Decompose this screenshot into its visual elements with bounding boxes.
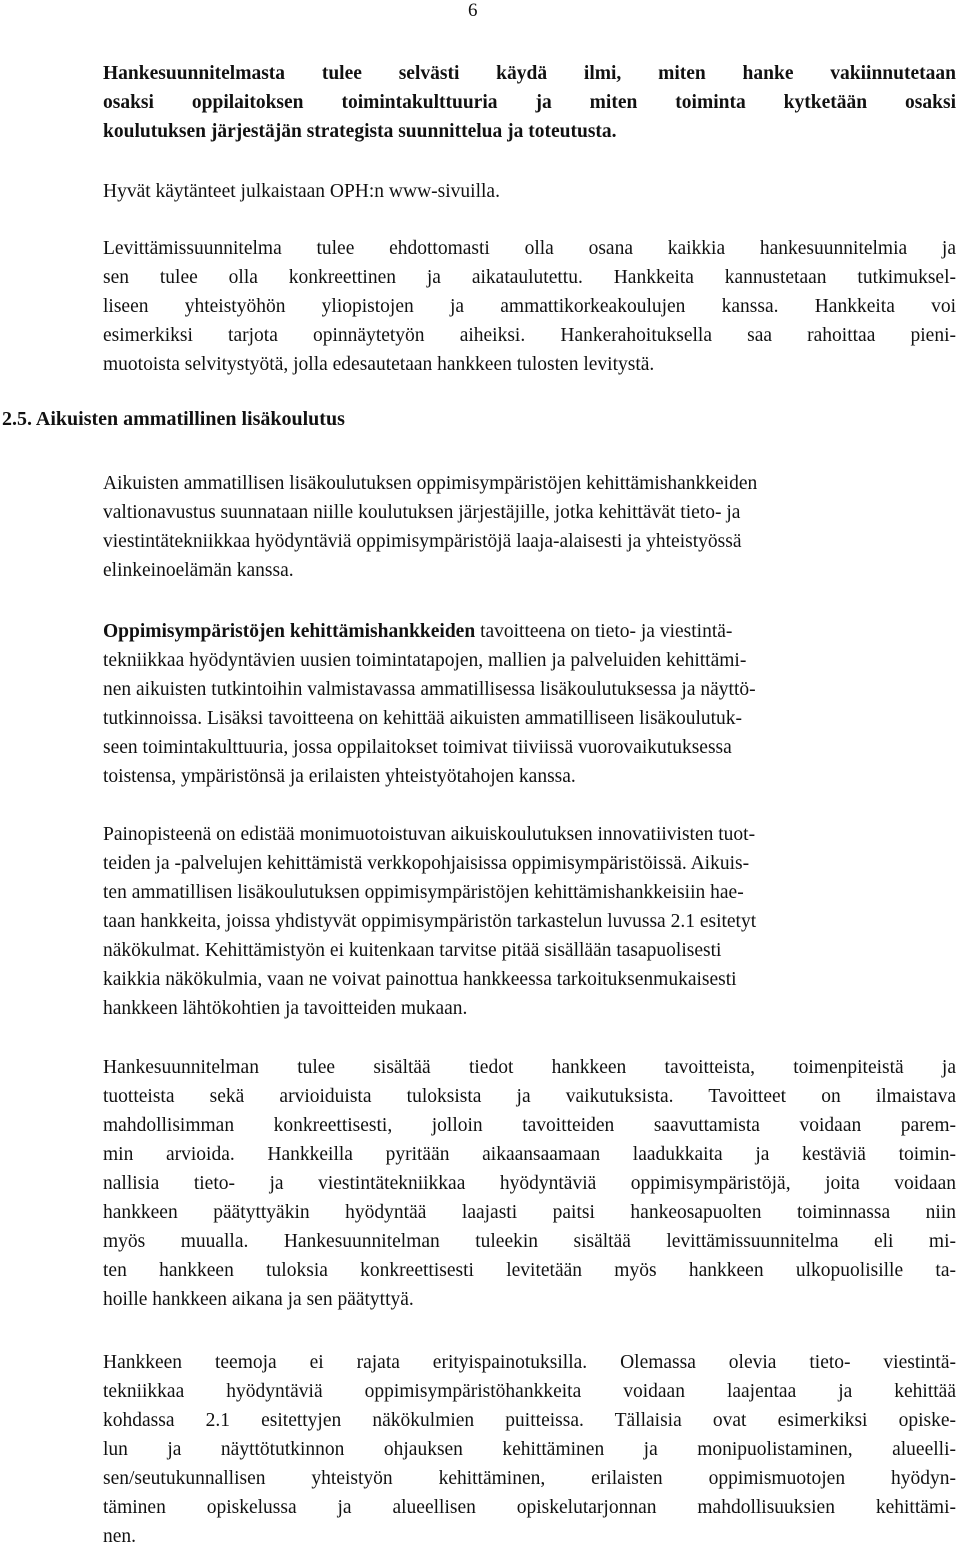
text-line: Painopisteenä on edistää monimuotoistuvan aikuiskoulutuksen innovatiivisten tuot- [103,824,756,845]
bold-lead: Oppimisympäristöjen kehittämishankkeiden [103,621,476,642]
text-line [103,617,956,646]
text-line: Levittämissuunnitelma tulee ehdottomasti olla osana kaikkia hankesuunnitelmia ja [103,238,956,259]
text-line: hankkeen lähtökohtien ja tavoitteiden mukaan. [103,998,468,1019]
text-line: mahdollisimman konkreettisesti, jolloin tavoitteiden saavuttamista voidaan parem- [103,1115,956,1136]
text-line: taan hankkeita, joissa yhdistyvät oppimisympäristön tarkastelun luvussa 2.1 esitetyt [103,911,757,932]
text-line: muotoista selvitystyötä, jolla edesautetaan hankkeen tulosten levitystä. [103,354,655,375]
text-line: myös muualla. Hankesuunnitelman tuleekin sisältää levittämissuunnitelma eli mi- [103,1231,956,1252]
text-line: Hankesuunnitelman tulee sisältää tiedot hankkeen tavoitteista, toimenpiteistä ja [103,1057,956,1078]
text-line: näkökulmat. Kehittämistyön ei kuitenkaan tarvitse pitää sisällään tasapuolisesti [103,940,722,961]
text-line: tutkinnoissa. Lisäksi tavoitteena on kehittää aikuisten ammatilliseen lisäkoulutuk- [103,708,743,729]
text-line: tekniikkaa hyödyntävien uusien toimintatapojen, mallien ja palveluiden kehittämi- [103,650,747,671]
text-line: ten ammatillisen lisäkoulutuksen oppimisympäristöjen kehittämishankkeisiin hae- [103,882,744,903]
text-line: teiden ja -palvelujen kehittämistä verkkopohjaisissa oppimisympäristöissä. Aikuis- [103,853,750,874]
text-line: koulutuksen järjestäjän strategista suunnittelua ja toteutusta. [103,121,617,142]
paragraph-5 [103,617,956,791]
text-line: sen tulee olla konkreettinen ja aikataulutettu. Hankkeita kannustetaan tutkimuksel- [103,267,956,288]
text-line: sen/seutukunnallisen yhteistyön kehittäminen, erilaisten oppimismuotojen hyödyn- [103,1468,956,1489]
text-line: ten hankkeen tuloksia konkreettisesti levitetään myös hankkeen ulkopuolisille ta- [103,1260,956,1281]
paragraph-1 [103,59,956,146]
text-line: viestintätekniikkaa hyödyntäviä oppimisympäristöjä laaja-alaisesti ja yhteistyössä [103,531,742,552]
text-fragment: tavoitteena on tieto- ja viestintä- [475,621,733,642]
text-line: min arvioida. Hankkeilla pyritään aikaansaamaan laadukkaita ja kestäviä toimin- [103,1144,956,1165]
text-line: toistensa, ympäristönsä ja erilaisten yhteistyötahojen kanssa. [103,766,576,787]
text-line: tekniikkaa hyödyntäviä oppimisympäristöhankkeita voidaan laajentaa ja kehittää [103,1381,956,1402]
text-line: nen aikuisten tutkintoihin valmistavassa ammatillisessa lisäkoulutuksessa ja näyttö- [103,679,756,700]
text-line: Aikuisten ammatillisen lisäkoulutuksen oppimisympäristöjen kehittämishankkeiden [103,473,758,494]
paragraph-3 [103,234,956,379]
text-line: kaikkia näkökulmia, vaan ne voivat painottua hankkeessa tarkoituksenmukaisesti [103,969,737,990]
paragraph-2 [103,177,956,206]
text-line: hankkeen päätyttyäkin hyödyntää laajasti paitsi hankeosapuolten toiminnassa niin [103,1202,956,1223]
text-line: seen toimintakulttuuria, jossa oppilaitokset toimivat tiiviissä vuorovaikutuksessa [103,737,732,758]
text-line: nallisia tieto- ja viestintätekniikkaa hyödyntäviä oppimisympäristöjä, joita voidaan [103,1173,956,1194]
page-number: 6 [468,0,478,21]
paragraph-4 [103,469,956,585]
text-line: Hankkeen teemoja ei rajata erityispainotuksilla. Olemassa olevia tieto- viestintä- [103,1352,956,1373]
text-line: lun ja näyttötutkinnon ohjauksen kehittäminen ja monipuolistaminen, alueelli- [103,1439,956,1460]
text-line: elinkeinoelämän kanssa. [103,560,294,581]
section-heading: 2.5. Aikuisten ammatillinen lisäkoulutus [2,408,345,430]
text-line: täminen opiskelussa ja alueellisen opiskelutarjonnan mahdollisuuksien kehittämi- [103,1497,956,1518]
text-line: esimerkiksi tarjota opinnäytetyön aiheiksi. Hankerahoituksella saa rahoittaa pieni- [103,325,956,346]
text-line: Hyvät käytänteet julkaistaan OPH:n www-sivuilla. [103,181,500,202]
text-line: Hankesuunnitelmasta tulee selvästi käydä ilmi, miten hanke vakiinnutetaan [103,63,956,84]
text-line: osaksi oppilaitoksen toimintakulttuuria ja miten toiminta kytketään osaksi [103,92,956,113]
text-line: kohdassa 2.1 esitettyjen näkökulmien puitteissa. Tällaisia ovat esimerkiksi opiske- [103,1410,956,1431]
text-line: tuotteista sekä arvioiduista tuloksista ja vaikutuksista. Tavoitteet on ilmaistava [103,1086,956,1107]
paragraph-7 [103,1053,956,1314]
text-line: valtionavustus suunnataan niille koulutuksen järjestäjille, jotka kehittävät tieto- ja [103,502,741,523]
paragraph-8 [103,1348,956,1551]
text-line: nen. [103,1526,137,1547]
text-line: liseen yhteistyöhön yliopistojen ja ammattikorkeakoulujen kanssa. Hankkeita voi [103,296,956,317]
paragraph-6 [103,820,956,1023]
text-line: hoille hankkeen aikana ja sen päätyttyä. [103,1289,414,1310]
